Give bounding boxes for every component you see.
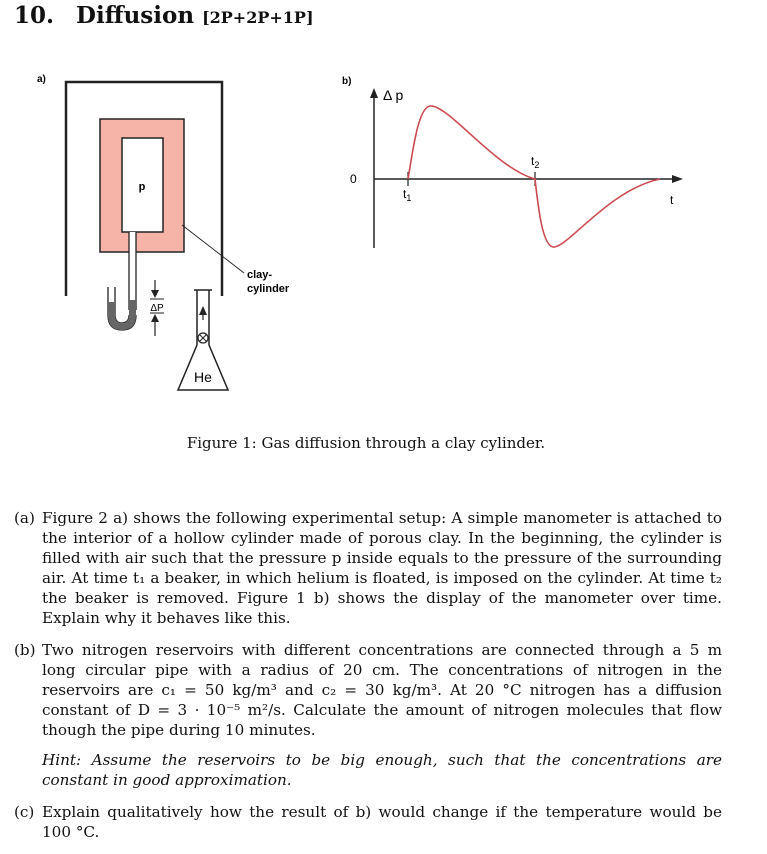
graph-zero-label: 0 [350, 172, 357, 186]
delta-p-arrowhead-up [151, 314, 159, 322]
t1-symbol: t [403, 187, 407, 201]
figure-caption: Figure 1: Gas diffusion through a clay cylinder. [186, 434, 546, 452]
beaker-label: He [194, 369, 212, 385]
item-b-body [42, 640, 722, 790]
t2-subscript: 2 [534, 160, 540, 170]
item-b [14, 640, 722, 790]
exercise-title: Diffusion [76, 2, 195, 29]
item-b-hint: Hint: Assume the reservoirs to be big enough, such that the concentrations are constant in good approximation. [42, 751, 722, 789]
exercise-items [14, 508, 722, 854]
tube-gap-cover [129, 232, 136, 280]
graph-time-arrowhead [672, 175, 683, 183]
exercise-heading [14, 2, 314, 29]
t2-symbol: t [531, 154, 535, 168]
manometer-liquid [108, 300, 136, 330]
u-tube-inner [115, 287, 129, 323]
delta-p-arrowhead-down [151, 290, 159, 298]
graph-y-label: Δ p [383, 87, 404, 103]
item-a [14, 508, 722, 628]
item-b-label: (b) [14, 641, 36, 659]
item-b-text: Two nitrogen reservoirs with different concentrations are connected through a 5 m long circular pipe with a radius of 20 cm. The concentrations of nitrogen in the reservoirs are c₁ = 50 kg/m³ and c₂ = 30 kg/m³. At 20 °C nitrogen has a diffusion constant of D = 3 · 10⁻⁵ m²/s. Calculate the amount of nitrogen molecules that flow though the pipe during 10 minutes. [42, 641, 722, 739]
panel-b-label: b) [342, 76, 352, 87]
item-a-text: Figure 2 a) shows the following experimental setup: A simple manometer is attached to the interior of a hollow cylinder made of porous clay. In the beginning, the cylinder is filled with air such that the pressure p inside equals to the pressure of the surrounding air. At time t₁ a beaker, in which helium is floated, is imposed on the cylinder. At time t₂ the beaker is removed. Figure 1 b) shows the display of the manometer over time. Explain why it behaves like this. [42, 509, 722, 627]
item-c [14, 802, 722, 842]
exercise-points: [2P+2P+1P] [202, 8, 314, 27]
pressure-label: p [138, 181, 146, 193]
pressure-curve [408, 106, 660, 247]
item-a-label: (a) [14, 509, 35, 527]
graph-y-arrowhead [370, 88, 378, 98]
t1-subscript: 1 [406, 193, 412, 203]
time-axis-label: t [670, 193, 674, 207]
diffusion-figure [0, 60, 767, 400]
item-c-label: (c) [14, 803, 35, 821]
clay-pointer-line [182, 225, 244, 273]
clay-label-line2: cylinder [247, 283, 290, 295]
panel-a-label: a) [37, 74, 46, 85]
t1-label [403, 187, 411, 203]
clay-label-line1: clay- [247, 269, 273, 281]
exercise-number: 10. [14, 2, 55, 29]
delta-p-label: ΔP [150, 303, 164, 314]
item-c-text: Explain qualitatively how the result of b) would change if the temperature would be 100 °C. [42, 803, 722, 841]
t2-label [531, 154, 539, 170]
